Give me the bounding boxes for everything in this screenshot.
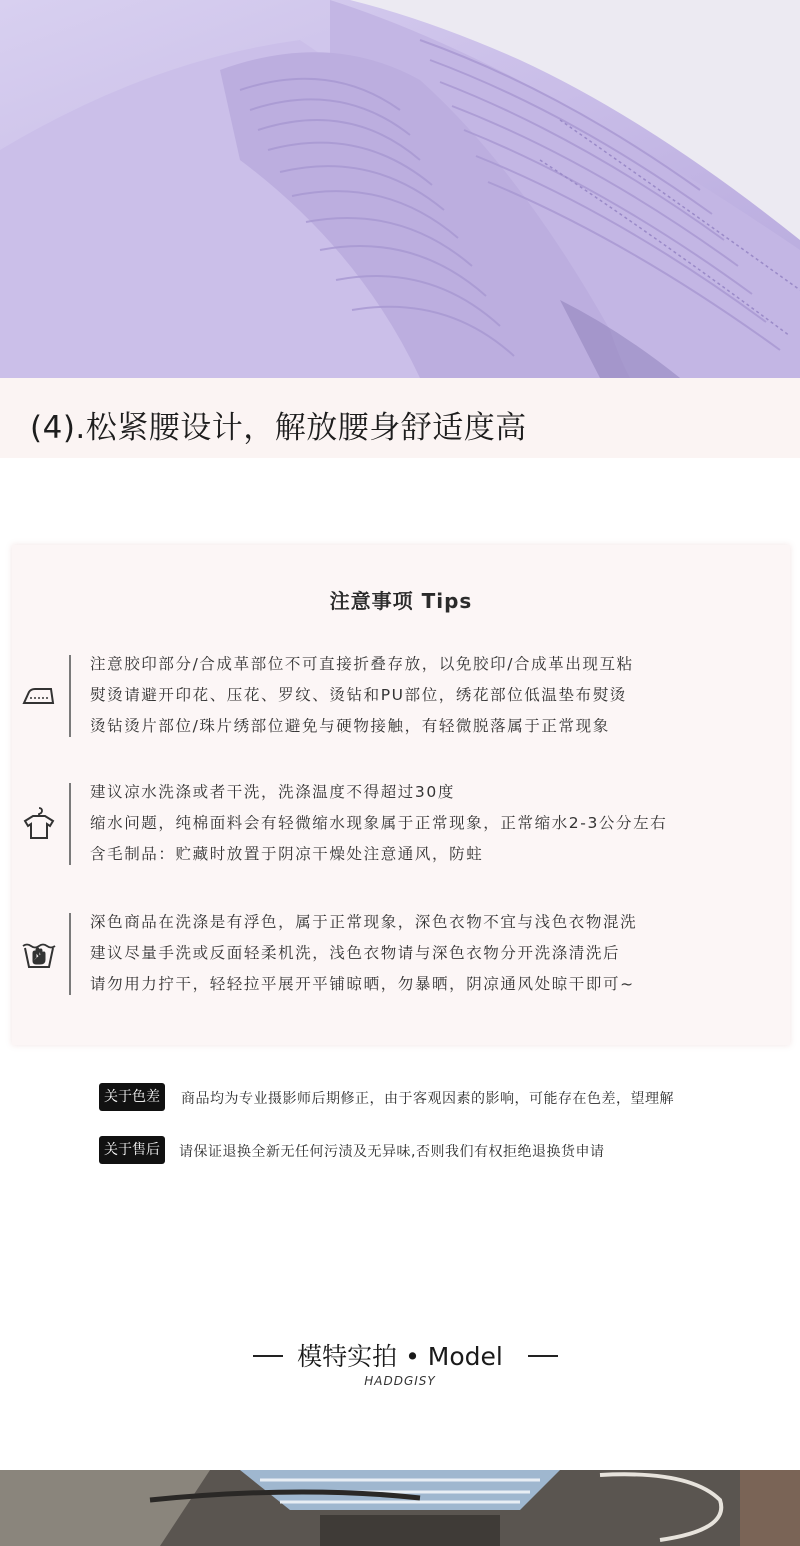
- tip-line: 建议尽量手洗或反面轻柔机洗，浅色衣物请与深色衣物分开洗涤清洗后: [90, 944, 621, 962]
- model-photo: [0, 1470, 800, 1546]
- tip-divider: [69, 655, 71, 737]
- iron-icon: [20, 676, 58, 714]
- brand-name: HADDGISY: [364, 1374, 436, 1388]
- notice-text: 商品均为专业摄影师后期修正，由于客观因素的影响，可能存在色差，望理解: [181, 1091, 674, 1107]
- tip-line: 建议凉水洗涤或者干洗，洗涤温度不得超过30度: [90, 783, 455, 801]
- notice-badge: 关于售后: [99, 1136, 165, 1164]
- tip-line: 含毛制品：贮藏时放置于阴凉干燥处注意通风，防蛀: [90, 845, 484, 863]
- building-ceiling-illustration: [0, 1470, 800, 1546]
- tip-divider: [69, 783, 71, 865]
- tips-title: 注意事项 Tips: [329, 589, 473, 613]
- caption-band: [0, 378, 800, 458]
- tip-line: 深色商品在洗涤是有浮色，属于正常现象，深色衣物不宜与浅色衣物混洗: [90, 913, 638, 931]
- title-dash-right: [528, 1355, 558, 1357]
- hand-wash-icon: [20, 934, 58, 972]
- tip-line: 缩水问题，纯棉面料会有轻微缩水现象属于正常现象，正常缩水2-3公分左右: [90, 814, 668, 832]
- shirt-hanger-icon: [20, 804, 58, 842]
- tip-line: 熨烫请避开印花、压花、罗纹、烫钻和PU部位，绣花部位低温垫布熨烫: [90, 686, 627, 704]
- tip-line: 烫钻烫片部位/珠片绣部位避免与硬物接触，有轻微脱落属于正常现象: [90, 717, 610, 735]
- care-tips-card: [12, 545, 790, 1045]
- tip-group-handwash: [12, 908, 790, 998]
- notice-text: 请保证退换全新无任何污渍及无异味,否则我们有权拒绝退换货申请: [179, 1144, 605, 1160]
- tip-group-ironing: [12, 650, 790, 740]
- tip-line: 请勿用力拧干，轻轻拉平展开平铺晾晒，勿暴晒，阴凉通风处晾干即可~: [90, 975, 635, 993]
- fabric-illustration: [0, 0, 800, 378]
- product-photo-waistband: [0, 0, 800, 378]
- tip-group-washing: [12, 778, 790, 868]
- tip-divider: [69, 913, 71, 995]
- notice-badge: 关于色差: [99, 1083, 165, 1111]
- model-section-title: 模特实拍 • Model: [297, 1342, 503, 1371]
- tip-line: 注意胶印部分/合成革部位不可直接折叠存放，以免胶印/合成革出现互粘: [90, 655, 634, 673]
- feature-caption: (4).松紧腰设计，解放腰身舒适度高: [30, 410, 527, 446]
